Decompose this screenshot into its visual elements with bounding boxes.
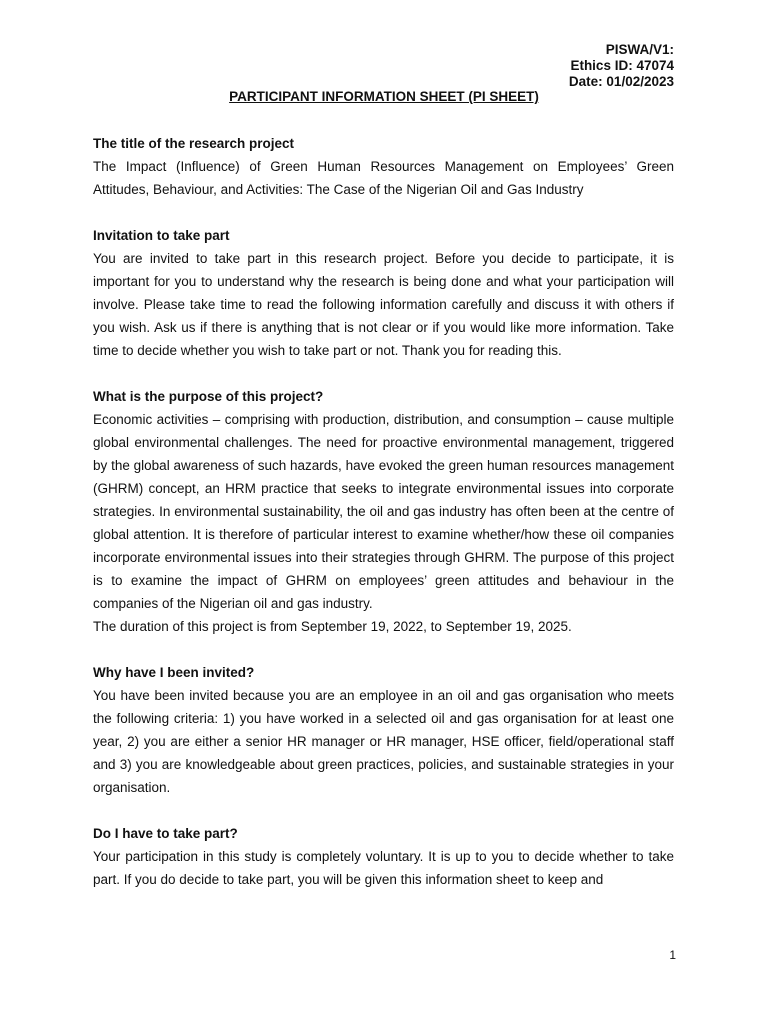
section-paragraph: You are invited to take part in this research project. Before you decide to participate, it is important for you to understand why the research is being done and what your participation will involve. Please take time to read the following information carefully and discuss it with others if you wish. Ask us if there is anything that is not clear or if you would like more information. Take time to decide whether you wish to take part or not. Thank you for reading this. (93, 251, 674, 358)
page-number: 1 (669, 948, 676, 962)
document-date: Date: 01/02/2023 (568, 74, 674, 89)
section-invitation (93, 224, 674, 362)
section-paragraph: The Impact (Influence) of Green Human Resources Management on Employees’ Green Attitudes, Behaviour, and Activities: The Case of the Nigerian Oil and Gas Industry (93, 159, 674, 197)
document-ref: PISWA/V1: (605, 42, 674, 57)
section-paragraph: Economic activities – comprising with production, distribution, and consumption – cause multiple global environmental challenges. The need for proactive environmental management, triggered by the global awareness of such hazards, have evoked the green human resources management (GHRM) concept, an HRM practice that seeks to integrate environmental issues into corporate strategies. In environmental sustainability, the oil and gas industry has often been at the centre of global attention. It is therefore of particular interest to examine whether/how these oil companies incorporate environmental issues into their strategies through GHRM. The purpose of this project is to examine the impact of GHRM on employees’ green attitudes and behaviour in the companies of the Nigerian oil and gas industry. (93, 412, 674, 611)
section-heading: The title of the research project (93, 136, 295, 151)
section-paragraph: The duration of this project is from September 19, 2022, to September 19, 2025. (93, 619, 572, 634)
section-heading: Do I have to take part? (93, 826, 238, 841)
document-reference-block (569, 42, 674, 90)
section-purpose (93, 385, 674, 638)
section-heading: Invitation to take part (93, 228, 230, 243)
section-why-invited (93, 661, 674, 799)
section-take-part (93, 822, 674, 891)
section-heading: What is the purpose of this project? (93, 389, 324, 404)
section-paragraph: You have been invited because you are an employee in an oil and gas organisation who meets the following criteria: 1) you have worked in a selected oil and gas organisation for at least one year, 2) you are either a senior HR manager or HR manager, HSE officer, field/operational staff and 3) you are knowledgeable about green practices, policies, and sustainable strategies in your organisation. (93, 688, 674, 795)
ethics-id: Ethics ID: 47074 (570, 58, 674, 73)
section-heading: Why have I been invited? (93, 665, 255, 680)
section-paragraph: Your participation in this study is completely voluntary. It is up to you to decide whether to take part. If you do decide to take part, you will be given this information sheet to keep and (93, 849, 674, 887)
section-research-title (93, 132, 674, 201)
sheet-title: PARTICIPANT INFORMATION SHEET (PI SHEET) (229, 89, 539, 104)
document-body (93, 132, 674, 891)
